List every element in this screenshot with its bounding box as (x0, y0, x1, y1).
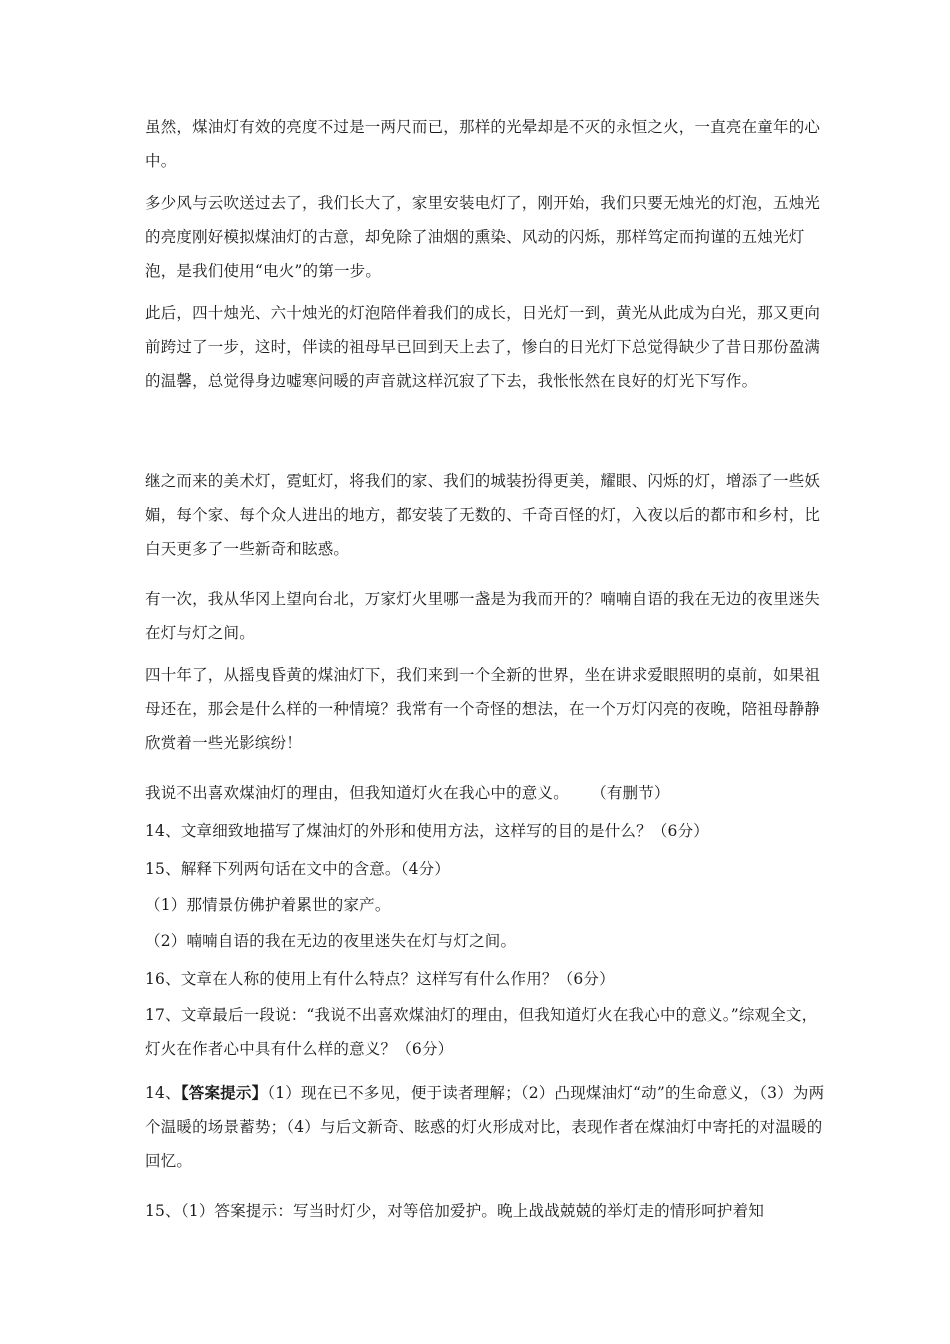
question-17: 17、文章最后一段说：“我说不出喜欢煤油灯的理由，但我知道灯火在我心中的意义。”综观全文，灯火在作者心中具有什么样的意义？（6分） (145, 1006, 818, 1058)
article-paragraph-7 (145, 776, 825, 810)
question-16: 16、文章在人称的使用上有什么特点？这样写有什么作用？（6分） (145, 970, 615, 988)
article-paragraph-6: 四十年了，从摇曳昏黄的煤油灯下，我们来到一个全新的世界，坐在讲求爱眼照明的桌前，如果祖母还在，那会是什么样的一种情境？我常有一个奇怪的想法，在一个万灯闪亮的夜晚，陪祖母静静欣赏着一些光影缤纷！ (145, 666, 821, 752)
article-closing-sentence: 我说不出喜欢煤油灯的理由，但我知道灯火在我心中的意义。 (145, 784, 569, 802)
abridged-note: （有删节） (598, 784, 670, 802)
question-14: 14、文章细致地描写了煤油灯的外形和使用方法，这样写的目的是什么？（6分） (145, 822, 709, 840)
answer-14 (145, 1076, 825, 1178)
article-paragraph-1: 虽然，煤油灯有效的亮度不过是一两尺而已，那样的光晕却是不灭的永恒之火，一直亮在童年的心中。 (145, 118, 821, 170)
article-paragraph-5: 有一次，我从华冈上望向台北，万家灯火里哪一盏是为我而开的？喃喃自语的我在无边的夜里迷失在灯与灯之间。 (145, 590, 821, 642)
answer-14-number: 14、 (145, 1084, 181, 1102)
question-15-item-1: （1）那情景仿佛护着累世的家产。 (145, 896, 391, 914)
article-paragraph-3: 此后，四十烛光、六十烛光的灯泡陪伴着我们的成长，日光灯一到，黄光从此成为白光，那又更向前跨过了一步，这时，伴读的祖母早已回到天上去了，惨白的日光灯下总觉得缺少了昔日那份盈满的温馨，总觉得身边嘘寒问暖的声音就这样沉寂了下去，我怅怅然在良好的灯光下写作。 (145, 304, 821, 390)
question-15: 15、解释下列两句话在文中的含意。（4分） (145, 860, 451, 878)
answer-15: 15、（1）答案提示：写当时灯少，对等倍加爱护。晚上战战兢兢的举灯走的情形呵护着知 (145, 1202, 765, 1220)
document-page (145, 0, 825, 1344)
answer-hint-tag: 【答案提示】 (180, 1083, 268, 1102)
article-paragraph-4: 继之而来的美术灯，霓虹灯，将我们的家、我们的城装扮得更美，耀眼、闪烁的灯，增添了一些妖媚，每个家、每个众人进出的地方，都安装了无数的、千奇百怪的灯，入夜以后的都市和乡村，比白天更多了一些新奇和眩惑。 (145, 472, 821, 558)
question-15-item-2: （2）喃喃自语的我在无边的夜里迷失在灯与灯之间。 (145, 932, 517, 950)
article-paragraph-2: 多少风与云吹送过去了，我们长大了，家里安装电灯了，刚开始，我们只要无烛光的灯泡，五烛光的亮度刚好模拟煤油灯的古意，却免除了油烟的熏染、风动的闪烁，那样笃定而拘谨的五烛光灯泡，是我们使用“电火”的第一步。 (145, 194, 821, 280)
answer-14-text: （1）现在已不多见，便于读者理解；（2）凸现煤油灯“动”的生命意义，（3）为两个温暖的场景蓄势；（4）与后文新奇、眩惑的灯火形成对比，表现作者在煤油灯中寄托的对温暖的回忆。 (145, 1084, 825, 1170)
